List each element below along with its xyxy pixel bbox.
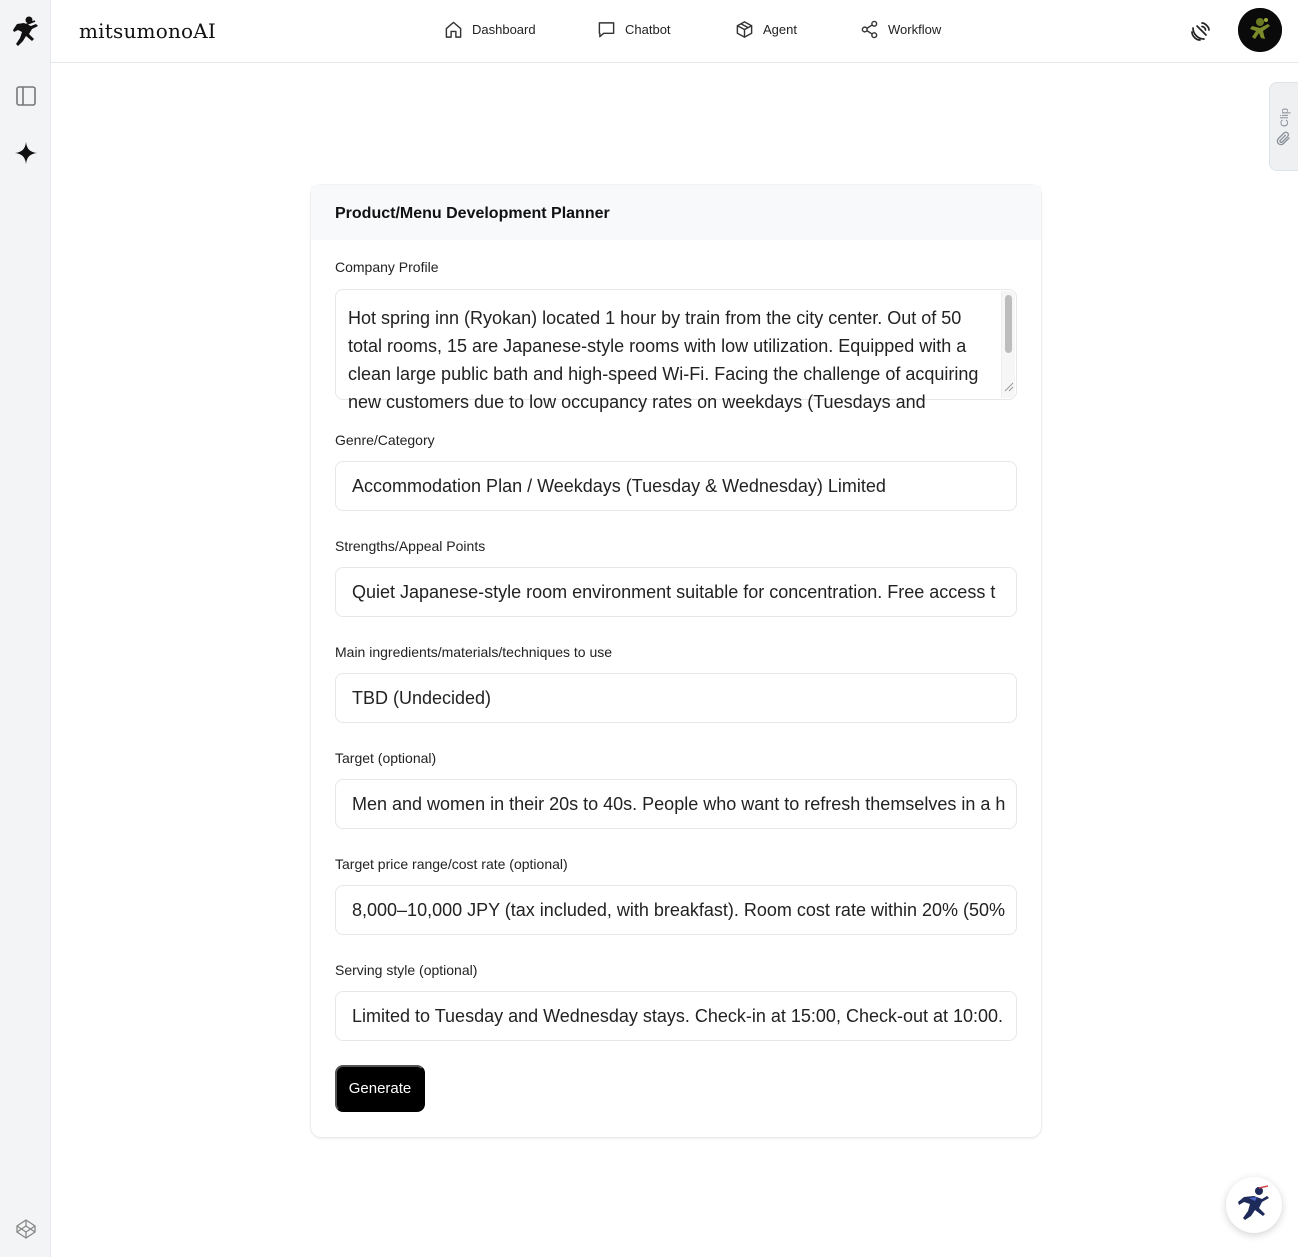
assistant-fab[interactable]: [1226, 1177, 1282, 1233]
strengths-input[interactable]: Quiet Japanese-style room environment suitable for concentration. Free access t: [335, 567, 1017, 617]
company-profile-textarea[interactable]: [335, 289, 1017, 412]
company-profile-label: Company Profile: [335, 259, 439, 275]
left-sidebar: [0, 0, 51, 1257]
cube-icon: [735, 20, 754, 39]
paperclip-icon: [1276, 131, 1292, 152]
cast-icon[interactable]: [1189, 19, 1213, 48]
nav-workflow[interactable]: [860, 20, 941, 39]
target-label: Target (optional): [335, 750, 437, 766]
nav-dashboard-label: Dashboard: [472, 22, 536, 37]
home-icon: [444, 20, 463, 39]
ingredients-input[interactable]: TBD (Undecided): [335, 673, 1017, 723]
clip-label: Clip: [1279, 108, 1291, 127]
genre-input[interactable]: Accommodation Plan / Weekdays (Tuesday & Wednesday) Limited: [335, 461, 1017, 511]
target-input[interactable]: Men and women in their 20s to 40s. People who want to refresh themselves in a h: [335, 779, 1017, 829]
codepen-icon[interactable]: [12, 1215, 40, 1243]
sidebar-toggle-icon[interactable]: [12, 82, 40, 110]
top-navbar: [51, 0, 1298, 63]
price-label: Target price range/cost rate (optional): [335, 856, 568, 872]
share-nodes-icon: [860, 20, 879, 39]
brand-name[interactable]: mitsumonoAI: [79, 19, 217, 43]
resize-handle-icon[interactable]: [1004, 379, 1014, 397]
planner-form-card: [311, 185, 1041, 1137]
generate-button[interactable]: Generate: [335, 1065, 425, 1112]
serving-style-label: Serving style (optional): [335, 962, 478, 978]
nav-dashboard[interactable]: [444, 20, 536, 39]
avatar[interactable]: [1238, 8, 1282, 52]
ingredients-label: Main ingredients/materials/techniques to use: [335, 644, 613, 660]
company-profile-text: Hot spring inn (Ryokan) located 1 hour by train from the city center. Out of 50 total rooms, 15 are Japanese-style rooms with low utilization. Equipped with a clean large public bath and high-speed Wi-Fi. Facing the challenge of acquiring new customers due to low occupancy rates on weekdays (Tuesdays and: [348, 308, 979, 412]
nav-workflow-label: Workflow: [888, 22, 942, 37]
nav-agent-label: Agent: [763, 22, 797, 37]
ninja-assistant-icon: [1235, 1184, 1273, 1227]
strengths-label: Strengths/Appeal Points: [335, 538, 486, 554]
chat-bubble-icon: [597, 20, 616, 39]
nav-chatbot-label: Chatbot: [625, 22, 671, 37]
clip-tab[interactable]: [1269, 82, 1298, 171]
form-title: Product/Menu Development Planner: [311, 185, 1041, 240]
nav-agent[interactable]: [735, 20, 797, 39]
nav-chatbot[interactable]: [597, 20, 671, 39]
serving-style-input[interactable]: Limited to Tuesday and Wednesday stays. Check-in at 15:00, Check-out at 10:00.: [335, 991, 1017, 1041]
textarea-scroll-thumb[interactable]: [1005, 295, 1012, 353]
ninja-logo-icon[interactable]: [12, 18, 40, 46]
sparkle-icon[interactable]: [12, 139, 40, 167]
genre-label: Genre/Category: [335, 432, 435, 448]
price-input[interactable]: 8,000–10,000 JPY (tax included, with breakfast). Room cost rate within 20% (50%: [335, 885, 1017, 935]
